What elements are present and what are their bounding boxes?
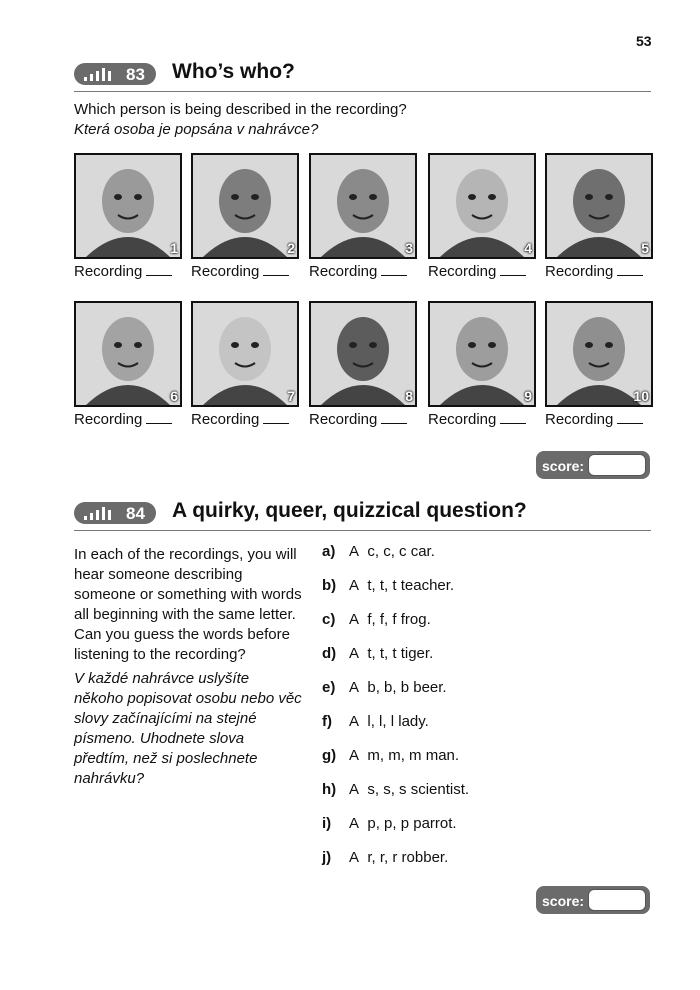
- item-noun: man.: [425, 747, 460, 764]
- photo-number: 3: [405, 240, 413, 256]
- item-noun: lady.: [398, 713, 429, 730]
- item-phrase: [349, 543, 435, 560]
- person-photo: [191, 301, 299, 407]
- recording-label: [428, 411, 536, 428]
- item-article: A: [349, 611, 368, 628]
- item-start-letter: t: [379, 577, 385, 594]
- item-letter: g): [322, 747, 337, 764]
- item-start-letter: b: [384, 679, 393, 696]
- photo-cell-4: [428, 153, 536, 280]
- item-start-letter: b: [367, 679, 376, 696]
- item-letter: j): [322, 849, 332, 866]
- item-start-letter: t: [392, 645, 397, 662]
- question-item: [322, 747, 662, 781]
- question-item: [322, 611, 662, 645]
- item-start-letter: s: [399, 781, 407, 798]
- item-start-letter: p: [400, 815, 410, 832]
- person-photo: [74, 153, 182, 259]
- recording-text: Recording: [191, 263, 260, 280]
- question-item: [322, 679, 662, 713]
- exercise-number: 84: [126, 504, 145, 523]
- recording-text: Recording: [545, 411, 614, 428]
- item-start-letter: p: [367, 815, 376, 832]
- person-photo: [309, 153, 417, 259]
- separator: ,: [371, 611, 380, 628]
- item-article: A: [349, 781, 368, 798]
- item-article: A: [349, 543, 368, 560]
- item-article: A: [349, 577, 368, 594]
- item-noun: robber.: [401, 849, 449, 866]
- item-start-letter: m: [388, 747, 401, 764]
- photo-cell-6: [74, 301, 182, 428]
- recording-text: Recording: [545, 263, 614, 280]
- separator: ,: [371, 577, 380, 594]
- recording-text: Recording: [309, 411, 378, 428]
- item-phrase: [349, 611, 431, 628]
- item-start-letter: c: [383, 543, 391, 560]
- item-start-letter: l: [379, 713, 383, 730]
- exercise-84-badge: [74, 502, 156, 524]
- item-phrase: [349, 713, 429, 730]
- item-noun: teacher.: [400, 577, 455, 594]
- exercise-84-header: [74, 500, 651, 531]
- item-phrase: [349, 679, 447, 696]
- recording-label: [74, 411, 182, 428]
- photo-number: 9: [524, 388, 532, 404]
- item-start-letter: c: [399, 543, 407, 560]
- item-start-letter: f: [392, 611, 397, 628]
- item-start-letter: c: [367, 543, 375, 560]
- photo-number: 6: [170, 388, 178, 404]
- score-input[interactable]: [588, 454, 646, 476]
- recording-answer-blank[interactable]: [617, 411, 643, 424]
- score-input[interactable]: [588, 889, 646, 911]
- item-start-letter: r: [392, 849, 398, 866]
- item-start-letter: p: [384, 815, 393, 832]
- item-noun: tiger.: [400, 645, 434, 662]
- exercise-84-title: A quirky, queer, quizzical question?: [172, 499, 527, 522]
- item-letter: f): [322, 713, 332, 730]
- recording-answer-blank[interactable]: [500, 263, 526, 276]
- person-photo: [545, 301, 653, 407]
- photo-cell-10: [545, 301, 653, 428]
- item-letter: c): [322, 611, 336, 628]
- item-start-letter: f: [367, 611, 372, 628]
- recording-text: Recording: [74, 411, 143, 428]
- question-item: [322, 645, 662, 679]
- separator: ,: [400, 747, 410, 764]
- photo-number: 5: [641, 240, 649, 256]
- recording-answer-blank[interactable]: [381, 263, 407, 276]
- separator: ,: [371, 849, 380, 866]
- instruction-english: Which person is being described in the recording?: [74, 101, 407, 118]
- recording-answer-blank[interactable]: [146, 411, 172, 424]
- person-photo: [428, 153, 536, 259]
- instruction-czech: Která osoba je popsána v nahrávce?: [74, 121, 319, 138]
- item-article: A: [349, 713, 368, 730]
- audio-bars-icon: [84, 67, 116, 81]
- recording-label: [309, 411, 417, 428]
- recording-text: Recording: [428, 263, 497, 280]
- recording-label: [74, 263, 182, 280]
- item-start-letter: r: [379, 849, 385, 866]
- recording-text: Recording: [191, 411, 260, 428]
- exercise-83-title: Who’s who?: [172, 60, 295, 83]
- person-photo: [545, 153, 653, 259]
- exercise-83-score: [536, 451, 650, 479]
- person-photo: [309, 301, 417, 407]
- exercise-83-instructions: [74, 100, 407, 140]
- photo-cell-1: [74, 153, 182, 280]
- item-article: A: [349, 849, 368, 866]
- item-start-letter: t: [367, 645, 372, 662]
- question-item: [322, 543, 662, 577]
- photo-number: 1: [170, 240, 178, 256]
- score-label: score:: [542, 458, 585, 474]
- recording-answer-blank[interactable]: [263, 411, 289, 424]
- separator: ,: [375, 815, 385, 832]
- separator: ,: [379, 747, 389, 764]
- item-start-letter: t: [367, 577, 372, 594]
- item-letter: i): [322, 815, 332, 832]
- item-noun: beer.: [413, 679, 447, 696]
- recording-label: [545, 263, 653, 280]
- item-noun: scientist.: [410, 781, 470, 798]
- separator: ,: [384, 577, 393, 594]
- separator: ,: [392, 815, 401, 832]
- person-photo: [74, 301, 182, 407]
- description-english: In each of the recordings, you will hear someone describing someone or something with words all beginning with the same letter. Can you guess the words before listening to the recording?: [74, 546, 302, 663]
- exercise-84-items: [322, 543, 662, 883]
- separator: ,: [374, 543, 384, 560]
- recording-answer-blank[interactable]: [146, 263, 172, 276]
- item-start-letter: f: [379, 611, 385, 628]
- question-item: [322, 849, 662, 883]
- photo-cell-2: [191, 153, 299, 280]
- question-item: [322, 713, 662, 747]
- question-item: [322, 815, 662, 849]
- item-letter: d): [322, 645, 337, 662]
- photo-cell-7: [191, 301, 299, 428]
- recording-answer-blank[interactable]: [263, 263, 289, 276]
- item-phrase: [349, 815, 457, 832]
- page-number: 53: [636, 33, 652, 49]
- item-article: A: [349, 679, 368, 696]
- item-phrase: [349, 849, 448, 866]
- separator: ,: [390, 543, 400, 560]
- item-phrase: [349, 747, 459, 764]
- exercise-84-score: [536, 886, 650, 914]
- recording-answer-blank[interactable]: [500, 411, 526, 424]
- item-start-letter: r: [367, 849, 372, 866]
- item-start-letter: m: [409, 747, 422, 764]
- exercise-number: 83: [126, 65, 145, 84]
- photo-number: 2: [287, 240, 295, 256]
- photo-number: 7: [287, 388, 295, 404]
- item-start-letter: t: [379, 645, 385, 662]
- photo-cell-3: [309, 153, 417, 280]
- score-label: score:: [542, 893, 585, 909]
- item-start-letter: b: [400, 679, 410, 696]
- recording-text: Recording: [74, 263, 143, 280]
- recording-label: [428, 263, 536, 280]
- item-start-letter: s: [383, 781, 391, 798]
- separator: ,: [375, 679, 385, 696]
- person-photo: [191, 153, 299, 259]
- item-start-letter: l: [367, 713, 371, 730]
- item-start-letter: s: [367, 781, 375, 798]
- exercise-84-description: [74, 545, 302, 793]
- photo-number: 4: [524, 240, 532, 256]
- item-start-letter: m: [367, 747, 380, 764]
- question-item: [322, 781, 662, 815]
- item-phrase: [349, 577, 454, 594]
- separator: ,: [371, 645, 380, 662]
- exercise-83-header: [74, 61, 651, 92]
- recording-text: Recording: [309, 263, 378, 280]
- recording-text: Recording: [428, 411, 497, 428]
- audio-bars-icon: [84, 506, 116, 520]
- separator: ,: [382, 713, 391, 730]
- item-letter: e): [322, 679, 336, 696]
- photo-cell-5: [545, 153, 653, 280]
- item-phrase: [349, 645, 433, 662]
- exercise-83-badge: [74, 63, 156, 85]
- recording-label: [545, 411, 653, 428]
- separator: ,: [390, 781, 400, 798]
- separator: ,: [392, 679, 401, 696]
- description-czech: V každé nahrávce uslyšíte někoho popisovat osobu nebo věc slovy začínajícími na stejné písmeno. Uhodnete slova předtím, než si poslechnete nahrávku?: [74, 670, 302, 787]
- item-start-letter: l: [390, 713, 395, 730]
- separator: ,: [384, 849, 393, 866]
- item-noun: frog.: [400, 611, 431, 628]
- recording-label: [309, 263, 417, 280]
- separator: ,: [384, 611, 393, 628]
- photo-number: 8: [405, 388, 413, 404]
- question-item: [322, 577, 662, 611]
- separator: ,: [384, 645, 393, 662]
- person-photo: [428, 301, 536, 407]
- item-start-letter: t: [392, 577, 397, 594]
- item-article: A: [349, 815, 368, 832]
- item-noun: car.: [410, 543, 435, 560]
- item-letter: a): [322, 543, 336, 560]
- recording-label: [191, 263, 299, 280]
- item-phrase: [349, 781, 469, 798]
- separator: ,: [370, 713, 380, 730]
- item-noun: parrot.: [413, 815, 457, 832]
- item-article: A: [349, 645, 368, 662]
- recording-answer-blank[interactable]: [381, 411, 407, 424]
- recording-label: [191, 411, 299, 428]
- item-letter: b): [322, 577, 337, 594]
- item-article: A: [349, 747, 368, 764]
- photo-cell-8: [309, 301, 417, 428]
- item-letter: h): [322, 781, 337, 798]
- photo-number: 10: [633, 388, 649, 404]
- recording-answer-blank[interactable]: [617, 263, 643, 276]
- separator: ,: [374, 781, 384, 798]
- photo-cell-9: [428, 301, 536, 428]
